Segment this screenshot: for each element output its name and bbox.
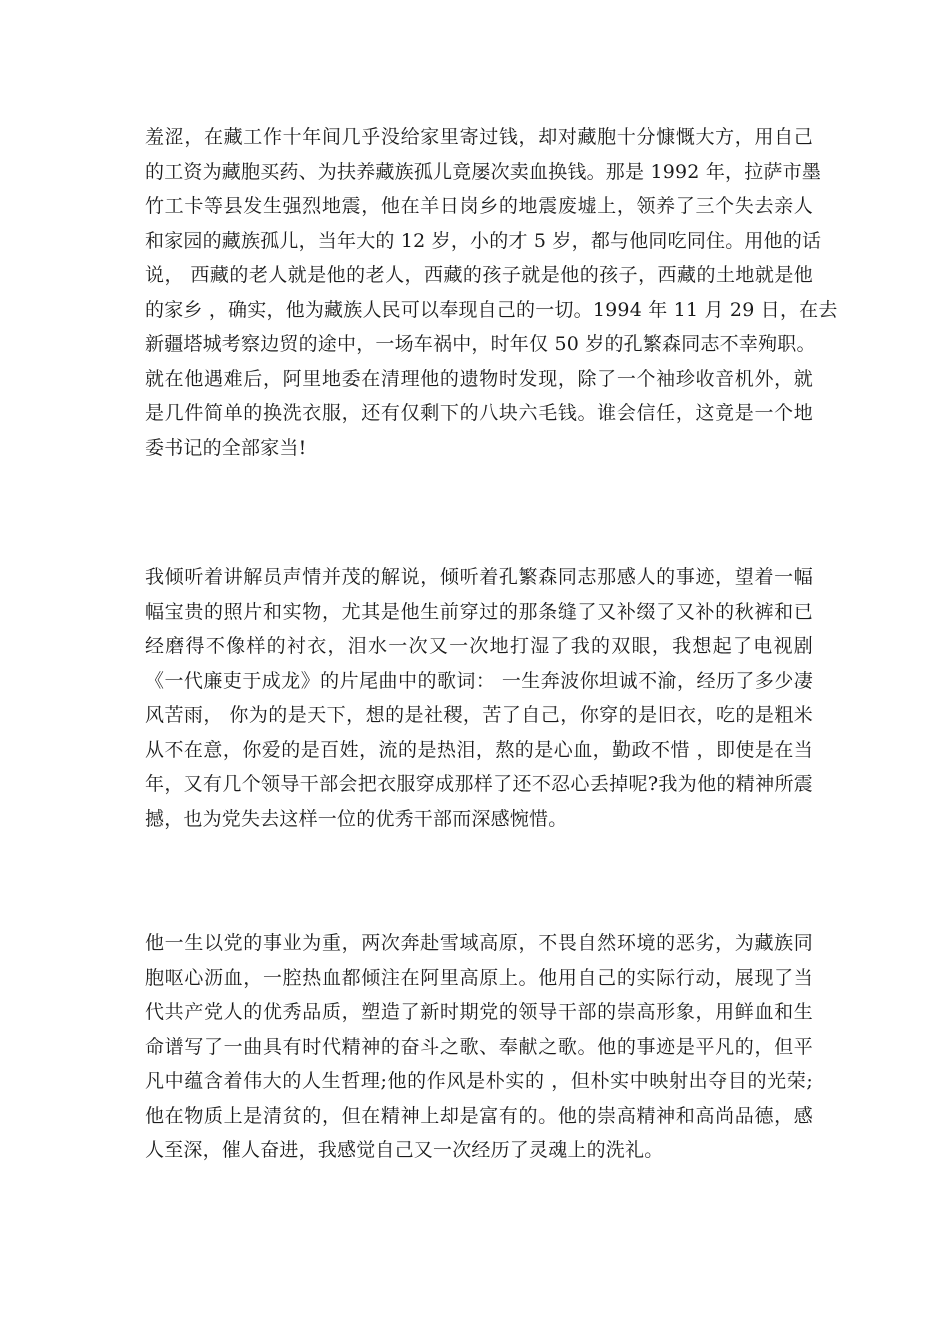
paragraph-2 bbox=[145, 560, 813, 836]
paragraph-line: 风苦雨， 你为的是天下，想的是社稷，苦了自己，你穿的是旧衣，吃的是粗米 bbox=[145, 704, 813, 726]
paragraph-line: 羞涩，在藏工作十年间几乎没给家里寄过钱，却对藏胞十分慷慨大方，用自己 bbox=[145, 126, 813, 148]
paragraph-line: 他一生以党的事业为重，两次奔赴雪域高原，不畏自然环境的恶劣，为藏族同 bbox=[145, 932, 813, 954]
paragraph-line: 年，又有几个领导干部会把衣服穿成那样了还不忍心丢掉呢?我为他的精神所震 bbox=[145, 773, 813, 795]
paragraph-line: 幅宝贵的照片和实物，尤其是他生前穿过的那条缝了又补缀了又补的秋裤和已 bbox=[145, 600, 813, 623]
paragraph-3 bbox=[145, 926, 813, 1168]
paragraph-line: 的家乡 ，确实，他为藏族人民可以奉现自己的一切。1994 年 11 月 29 日，在去 bbox=[145, 298, 838, 321]
paragraph-line: 和家园的藏族孤儿，当年大的 12 岁，小的才 5 岁，都与他同吃同住。用他的话 bbox=[145, 229, 822, 252]
paragraph-line: 他在物质上是清贫的，但在精神上却是富有的。他的崇高精神和高尚品德，感 bbox=[145, 1104, 813, 1127]
paragraph-line: 说， 西藏的老人就是他的老人，西藏的孩子就是他的孩子，西藏的土地就是他 bbox=[145, 264, 813, 286]
paragraph-line: 就在他遇难后，阿里地委在清理他的遗物时发现，除了一个袖珍收音机外，就 bbox=[145, 367, 813, 390]
paragraph-line: 我倾听着讲解员声情并茂的解说，倾听着孔繁森同志那感人的事迹，望着一幅 bbox=[145, 566, 813, 588]
paragraph-line: 经磨得不像样的衬衣，泪水一次又一次地打湿了我的双眼，我想起了电视剧 bbox=[145, 635, 813, 657]
paragraph-line: 新疆塔城考察边贸的途中，一场车祸中，时年仅 50 岁的孔繁森同志不幸殉职。 bbox=[145, 333, 816, 355]
paragraph-line: 命谱写了一曲具有时代精神的奋斗之歌、奉献之歌。他的事迹是平凡的，但平 bbox=[145, 1035, 813, 1058]
paragraph-line: 从不在意，你爱的是百姓，流的是热泪，熬的是心血，勤政不惜 ，即使是在当 bbox=[145, 738, 813, 761]
paragraph-line: 是几件简单的换洗衣服，还有仅剩下的八块六毛钱。谁会信任，这竟是一个地 bbox=[145, 402, 813, 424]
paragraph-line: 胞呕心沥血，一腔热血都倾注在阿里高原上。他用自己的实际行动，展现了当 bbox=[145, 966, 813, 989]
paragraph-line: 《一代廉吏于成龙》的片尾曲中的歌词： 一生奔波你坦诚不渝，经历了多少凄 bbox=[145, 669, 813, 692]
paragraph-line: 凡中蕴含着伟大的人生哲理;他的作风是朴实的 ，但朴实中映射出夺目的光荣; bbox=[145, 1070, 813, 1092]
paragraph-line: 委书记的全部家当! bbox=[145, 436, 307, 459]
paragraph-line: 竹工卡等县发生强烈地震，他在羊日岗乡的地震废墟上，领养了三个失去亲人 bbox=[145, 195, 813, 217]
paragraph-line: 人至深，催人奋进，我感觉自己又一次经历了灵魂上的洗礼。 bbox=[145, 1139, 664, 1161]
paragraph-line: 代共产党人的优秀品质，塑造了新时期党的领导干部的崇高形象，用鲜血和生 bbox=[145, 1001, 813, 1023]
paragraph-1 bbox=[145, 120, 838, 465]
paragraph-line: 撼，也为党失去这样一位的优秀干部而深感惋惜。 bbox=[145, 807, 568, 830]
paragraph-line: 的工资为藏胞买药、为扶养藏族孤儿竟屡次卖血换钱。那是 1992 年，拉萨市墨 bbox=[145, 160, 822, 183]
